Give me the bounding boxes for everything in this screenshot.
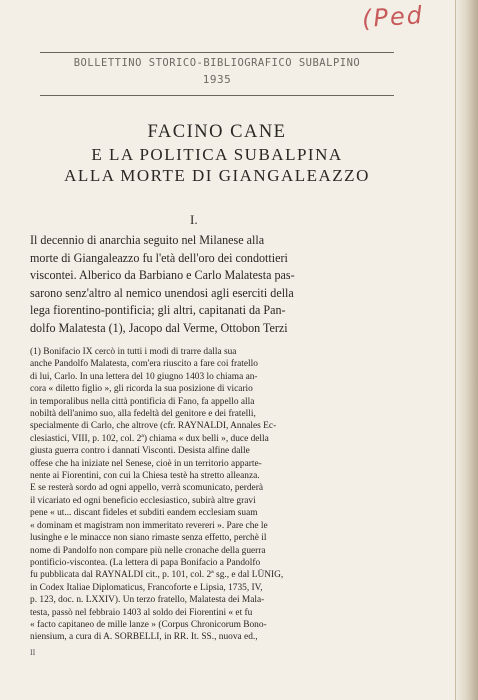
footnote-line: di lui, Carlo. In una lettera del 10 giugno 1403 lo chiama an- [30, 371, 258, 382]
journal-header [40, 52, 394, 96]
footnote-line: cora « diletto figlio », gli ricorda la sua posizione di vicario [30, 384, 253, 395]
footnote-line: specialmente di Carlo, che altrove (cfr. RAYNALDI, Annales Ec- [30, 421, 277, 432]
footnote-line: nente ai Fiorentini, con cui la Chiesa testè ha stretto alleanza. [30, 471, 260, 482]
footnote-line: (1) Bonifacio IX cercò in tutti i modi di trarre dalla sua [30, 347, 237, 357]
footnote-line: offese che ha iniziate nel Senese, cioè in un territorio apparte- [30, 458, 262, 469]
footnote-line: fu pubblicata dal RAYNALDI cit., p. 101, col. 2ª sg., e dal LÜNIG, [30, 570, 284, 581]
footnote-line: « facto capitaneo de mille lanze » (Corpus Chronicorum Bono- [30, 619, 267, 630]
body-line: sarono senz'altro al nemico unendosi agli eserciti della [30, 285, 294, 300]
printer-signature: II [30, 648, 36, 657]
page-edge-line [455, 0, 456, 700]
footnote-line: pontificio-viscontea. (La lettera di papa Bonifacio a Pandolfo [30, 557, 261, 568]
footnote-line: « dominam et magistram non immeritato revereri ». Pare che le [30, 520, 268, 531]
footnote-line: p. 123, doc. n. LXXIV). Un terzo fratello, Malatesta dei Mala- [30, 595, 265, 606]
footnote-line: il vicariato ed ogni beneficio ecclesiastico, subirà altre gravi [30, 495, 256, 506]
section-number: I. [190, 212, 198, 227]
footnote-divider [30, 341, 380, 342]
body-line: morte di Giangaleazzo fu l'età dell'oro dei condottieri [30, 250, 288, 265]
footnote [30, 346, 382, 644]
article-title-line-1: FACINO CANE [147, 122, 287, 142]
footnote-line: nome di Pandolfo non compare più nelle cronache della guerra [30, 545, 266, 556]
footnote-line: lusinghe e le minacce non siano rimaste senza effetto, perchè il [30, 533, 267, 544]
pencil-annotation: (Ped [361, 0, 425, 34]
footnote-line: anche Pandolfo Malatesta, com'era riuscito a fare coi fratello [30, 359, 258, 370]
footnote-line: testa, passò nel febbraio 1403 al soldo dei Fiorentini « et fu [30, 607, 253, 618]
footnote-line: clesiastici, VIII, p. 102, col. 2ª) chiama « dux belli », duce della [30, 433, 269, 444]
journal-name: BOLLETTINO STORICO-BIBLIOGRAFICO SUBALPINO [73, 57, 361, 69]
footnote-line: E se resterà sordo ad ogni appello, verrà scomunicato, perderà [30, 483, 263, 494]
body-line: lega fiorentino-pontificia; gli altri, capitanati da Pan- [30, 303, 286, 318]
journal-year: 1935 [202, 73, 232, 86]
page-edge-shadow [454, 0, 478, 700]
footnote-line: nobiltà dell'animo suo, alla fedeltà del genitore e dei fratelli, [30, 409, 256, 420]
article-title-line-3: ALLA MORTE DI GIANGALEAZZO [64, 166, 370, 185]
footnote-line: pene « ut... discant fideles et subditi eandem ecclesiam suam [30, 508, 258, 519]
footnote-line: niensium, a cura di A. SORBELLI, in RR. It. SS., nuova ed., [30, 632, 258, 643]
footnote-line: in Codex Italiae Diplomaticus, Francoforte e Lipsia, 1735, IV, [30, 582, 263, 593]
footnote-line: giusta guerra contro i dannati Visconti. Desista alfine dalle [30, 446, 250, 457]
body-paragraph [30, 232, 380, 338]
body-line: dolfo Malatesta (1), Jacopo dal Verme, Ottobon Terzi [30, 320, 288, 335]
body-line: Il decennio di anarchia seguito nel Milanese alla [30, 233, 265, 247]
footnote-line: in temporalibus nella città pontificia di Fano, fa appello alla [30, 396, 255, 407]
article-title-line-2: E LA POLITICA SUBALPINA [91, 145, 343, 164]
body-line: viscontei. Alberico da Barbiano e Carlo Malatesta pas- [30, 268, 295, 283]
